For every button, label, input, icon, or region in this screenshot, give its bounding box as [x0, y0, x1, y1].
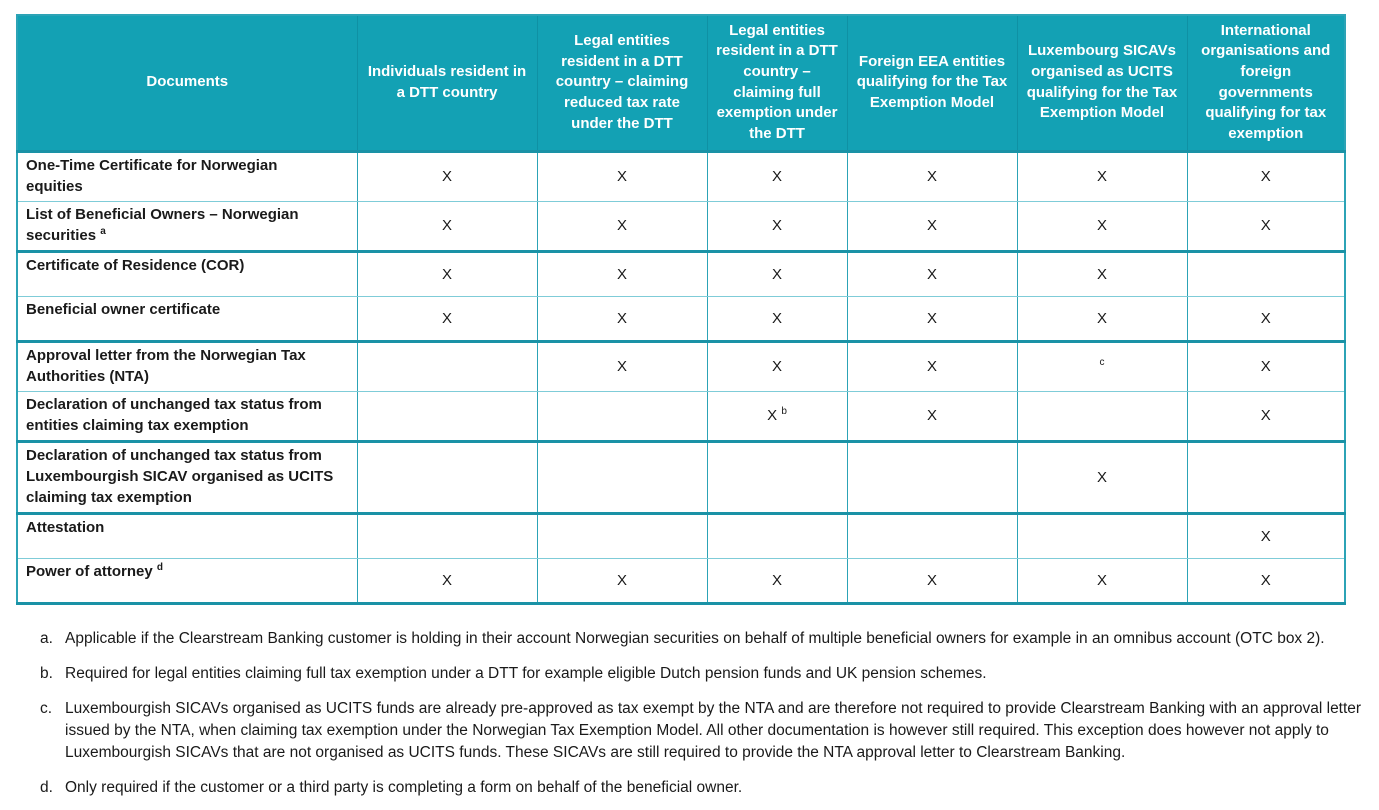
x-mark-cell: X [1017, 251, 1187, 296]
document-name-cell: Beneficial owner certificate [17, 296, 357, 341]
empty-cell [357, 513, 537, 558]
x-mark-cell: X [537, 151, 707, 201]
x-mark-cell: X [1187, 513, 1345, 558]
x-mark-cell: X [847, 251, 1017, 296]
document-name-cell: Attestation [17, 513, 357, 558]
document-name-cell: List of Beneficial Owners – Norwegian securities $^a$ [17, 201, 357, 251]
document-name-cell: Power of attorney $^d$ [26, 561, 163, 580]
footnote-text: Only required if the customer or a third party is completing a form on behalf of the beneficial owner. [65, 778, 743, 796]
footnote-reference: c [1099, 357, 1105, 368]
footnote-ref-cell [1017, 341, 1187, 391]
table-row [17, 251, 1345, 296]
x-mark-cell: X [1017, 558, 1187, 603]
x-mark-cell: X [707, 296, 847, 341]
x-mark-cell: X [537, 251, 707, 296]
x-mark-cell: X [1017, 151, 1187, 201]
x-mark-cell: X [1017, 441, 1187, 513]
empty-cell [1017, 391, 1187, 441]
table-row [17, 513, 1345, 558]
header-documents: Documents [17, 15, 357, 151]
footnote [40, 663, 1375, 685]
table-row [17, 201, 1345, 251]
x-mark-cell: X [847, 201, 1017, 251]
x-mark-cell: X [847, 296, 1017, 341]
x-mark-cell: X [1187, 558, 1345, 603]
x-mark-cell: X [1187, 391, 1345, 441]
x-mark-cell: X [1187, 201, 1345, 251]
x-mark-cell: X [357, 296, 537, 341]
footnote [40, 777, 1375, 799]
empty-cell [537, 391, 707, 441]
document-name-cell: One-Time Certificate for Norwegian equities [17, 151, 357, 201]
x-mark-cell: X [357, 151, 537, 201]
x-mark-cell: X [707, 558, 847, 603]
empty-cell [707, 513, 847, 558]
x-mark-cell: X [357, 201, 537, 251]
footnote-reference: a [100, 225, 106, 237]
x-mark-cell: X [537, 341, 707, 391]
x-mark-cell: X [537, 296, 707, 341]
x-mark-cell: X [357, 558, 537, 603]
document-name-cell: Declaration of unchanged tax status from Luxembourgish SICAV organised as UCITS claiming tax exemption [17, 441, 357, 513]
table-row [17, 151, 1345, 201]
empty-cell [1187, 441, 1345, 513]
header-international-organisations: International organisations and foreign governments qualifying for tax exemption [1187, 15, 1345, 151]
x-mark-cell: X [537, 558, 707, 603]
x-mark-cell: X [847, 341, 1017, 391]
empty-cell [537, 441, 707, 513]
empty-cell [847, 513, 1017, 558]
empty-cell [537, 513, 707, 558]
x-mark-cell: X [537, 201, 707, 251]
footnote [40, 628, 1375, 650]
footnote [40, 698, 1375, 764]
x-mark-cell: X [1017, 201, 1187, 251]
footnote-label: c. [40, 699, 53, 717]
documents-requirement-table [16, 14, 1346, 605]
header-legal-entities-full-exemption: Legal entities resident in a DTT country – claiming full exemption under the DTT [707, 15, 847, 151]
x-mark-cell: X [707, 341, 847, 391]
x-mark-cell: X [1187, 296, 1345, 341]
table-row [17, 441, 1345, 513]
table-row [17, 391, 1345, 441]
table-row [17, 341, 1345, 391]
x-mark-cell: X [1017, 296, 1187, 341]
empty-cell [1187, 251, 1345, 296]
x-mark-cell: X [1187, 151, 1345, 201]
header-foreign-eea: Foreign EEA entities qualifying for the Tax Exemption Model [847, 15, 1017, 151]
table-row [17, 558, 1345, 603]
header-individuals-dtt: Individuals resident in a DTT country [357, 15, 537, 151]
footnote-label: d. [40, 778, 53, 796]
empty-cell [357, 391, 537, 441]
empty-cell [357, 441, 537, 513]
x-mark-cell: X [1187, 341, 1345, 391]
x-mark-cell: X [707, 251, 847, 296]
x-mark-cell: X $^b$ [707, 391, 847, 441]
footnote-reference: d [156, 561, 163, 573]
header-luxembourg-sicavs: Luxembourg SICAVs organised as UCITS qualifying for the Tax Exemption Model [1017, 15, 1187, 151]
footnote-label: b. [40, 664, 53, 682]
footnote-text: Luxembourgish SICAVs organised as UCITS funds are already pre-approved as tax exempt by the NTA and are therefore not required to provide Clearstream Banking with an approval letter issued by the NTA, when claiming tax exemption under the Norwegian Tax Exemption Model. All other documentation is however still required. This exception does however not apply to Luxembourgish SICAVs that are not organised as UCITS funds. These SICAVs are still required to provide the NTA approval letter to Clearstream Banking. [65, 699, 1362, 761]
footnote-label: a. [40, 629, 53, 647]
document-name-cell: Declaration of unchanged tax status from entities claiming tax exemption [17, 391, 357, 441]
x-mark-cell: X [707, 201, 847, 251]
footnote-text: Applicable if the Clearstream Banking customer is holding in their account Norwegian securities on behalf of multiple beneficial owners for example in an omnibus account (OTC box 2). [65, 629, 1325, 647]
header-legal-entities-reduced-rate: Legal entities resident in a DTT country – claiming reduced tax rate under the DTT [537, 15, 707, 151]
empty-cell [847, 441, 1017, 513]
x-mark-cell: X [847, 391, 1017, 441]
document-name-cell: Certificate of Residence (COR) [17, 251, 357, 296]
table-header [17, 15, 1345, 151]
x-mark-cell: X [707, 151, 847, 201]
empty-cell [1017, 513, 1187, 558]
table-body [17, 151, 1345, 603]
document-name-cell: Approval letter from the Norwegian Tax Authorities (NTA) [17, 341, 357, 391]
x-mark-cell: X [357, 251, 537, 296]
x-mark-cell: X [847, 558, 1017, 603]
empty-cell [357, 341, 537, 391]
empty-cell [707, 441, 847, 513]
footnote-reference: b [781, 406, 787, 417]
footnotes-section [40, 628, 1375, 799]
footnote-text: Required for legal entities claiming full tax exemption under a DTT for example eligible Dutch pension funds and UK pension schemes. [65, 664, 987, 682]
table-row [17, 296, 1345, 341]
x-mark-cell: X [847, 151, 1017, 201]
header-row [17, 15, 1345, 151]
